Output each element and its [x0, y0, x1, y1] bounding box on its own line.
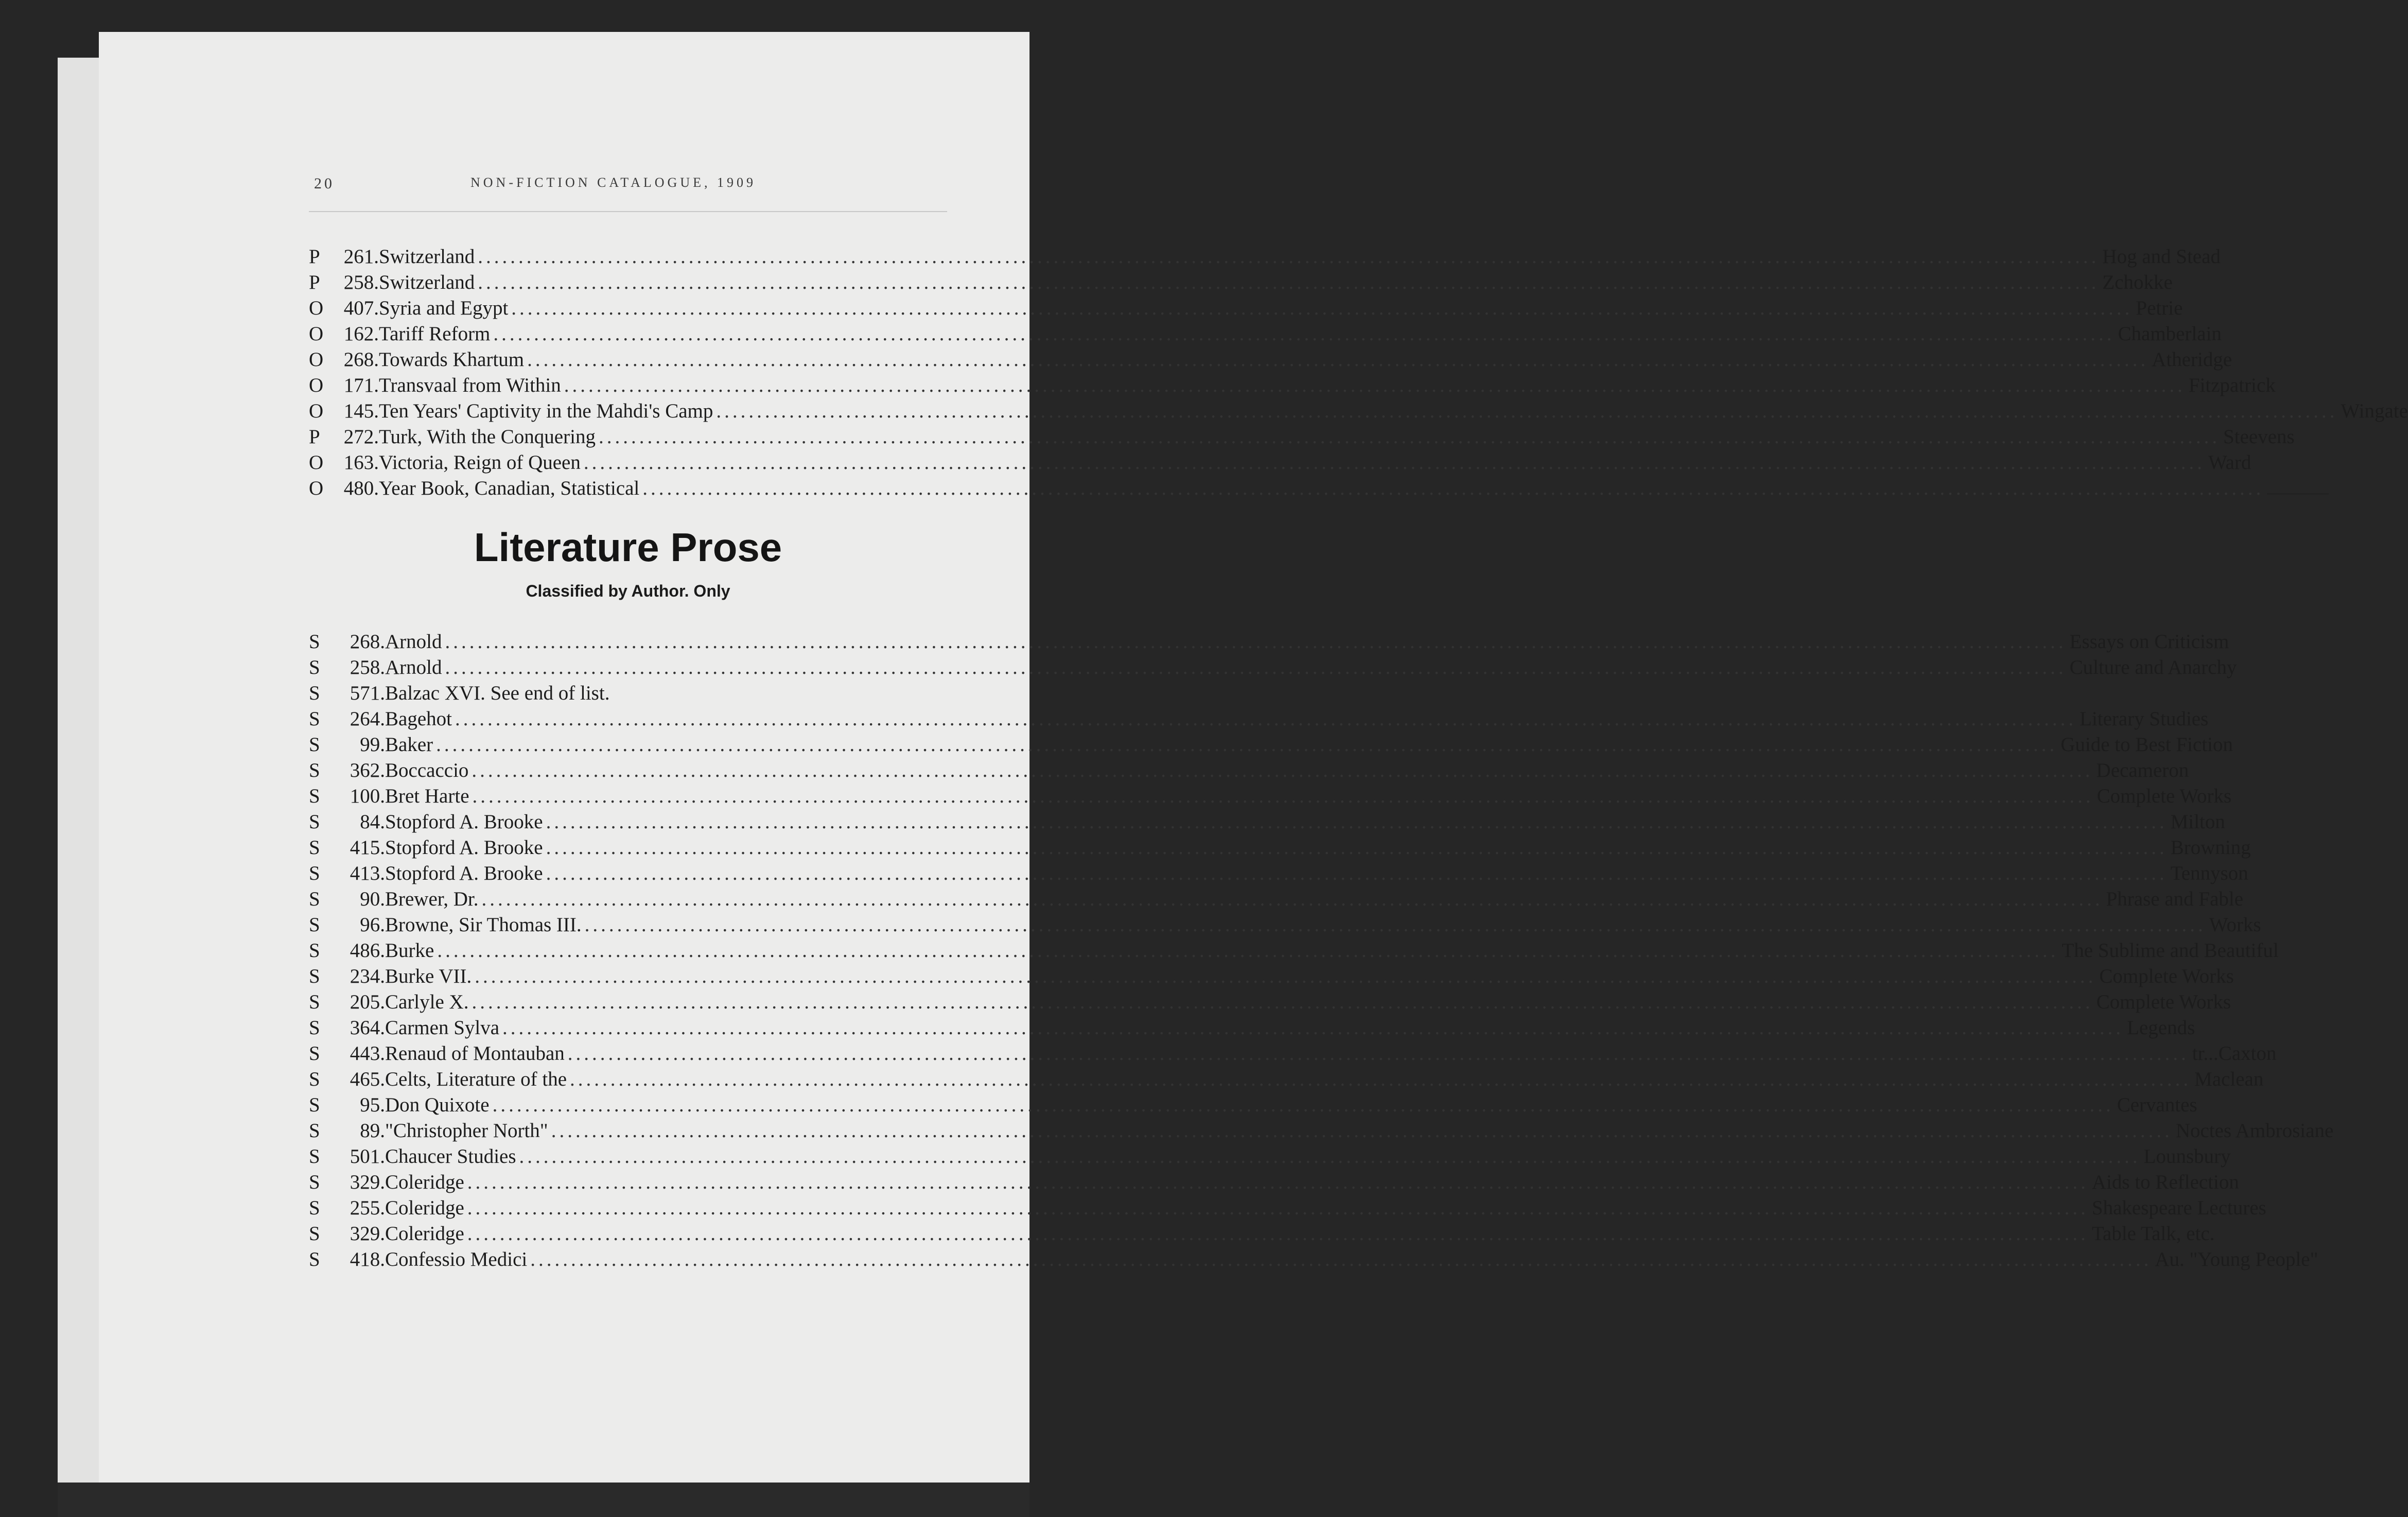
entry-text	[385, 886, 2243, 912]
entry-code: S	[309, 965, 320, 987]
entry-title: Coleridge	[385, 1197, 464, 1219]
entry-title: Year Book, Canadian, Statistical	[379, 477, 640, 499]
entry-text	[379, 450, 2252, 476]
entry-text	[385, 989, 2231, 1015]
catalogue-entry	[309, 835, 2251, 861]
dot-leader: ........................................................................................................................................................................................................	[584, 914, 2206, 936]
entry-author: Culture and Anarchy	[2069, 656, 2237, 678]
entry-code: O	[309, 374, 324, 396]
entry-code: O	[309, 477, 324, 499]
entry-code: O	[309, 297, 324, 319]
dot-leader: ........................................................................................................................................................................................................	[551, 1120, 2173, 1142]
catalogue-entry	[309, 476, 2264, 501]
entry-author: Ward	[2208, 451, 2252, 474]
entry-title: Switzerland	[379, 246, 475, 268]
catalogue-entry	[309, 706, 2209, 732]
section-title: Literature Prose	[474, 525, 782, 570]
entry-text	[385, 732, 2233, 758]
dot-leader: ........................................................................................................................................................................................................	[478, 246, 2100, 268]
entry-text	[379, 295, 2183, 321]
entry-text	[385, 964, 2234, 989]
entry-text	[379, 373, 2276, 398]
entry-number: 480.	[343, 477, 379, 499]
entry-number: 413.	[350, 862, 385, 884]
entry-number: 362.	[350, 759, 385, 781]
entry-title: Tariff Reform	[379, 323, 491, 345]
catalogue-list-top	[309, 244, 2408, 501]
entry-title: "Christopher North"	[385, 1120, 548, 1142]
entry-number: 84.	[360, 811, 385, 833]
catalogue-entry	[309, 244, 2221, 270]
entry-title: Syria and Egypt	[379, 297, 509, 319]
entry-title: Bagehot	[385, 708, 452, 730]
section-subtitle: Classified by Author. Only	[526, 582, 730, 600]
entry-text	[379, 476, 2264, 501]
entry-number: 329.	[350, 1223, 385, 1245]
entry-author: Decameron	[2096, 759, 2189, 781]
entry-number: 95.	[360, 1094, 385, 1116]
entry-code: S	[309, 1120, 320, 1142]
catalogue-entry	[309, 1144, 2231, 1170]
catalogue-entry	[309, 373, 2276, 398]
entry-author: Literary Studies	[2079, 708, 2209, 730]
entry-text	[385, 1092, 2197, 1118]
entry-number: 329.	[350, 1171, 385, 1193]
entry-text	[379, 244, 2221, 270]
entry-code: S	[309, 991, 320, 1013]
entry-title: Transvaal from Within	[379, 374, 561, 396]
entry-title: Ten Years' Captivity in the Mahdi's Camp	[379, 400, 713, 422]
entry-text	[385, 681, 947, 706]
dot-leader: ........................................................................................................................................................................................................	[598, 426, 2220, 448]
catalogue-entry	[309, 321, 2222, 347]
catalogue-entry	[309, 861, 2248, 886]
entry-author: Essays on Criticism	[2069, 631, 2229, 653]
catalogue-entry	[309, 1221, 2215, 1247]
entry-number: 258.	[350, 656, 385, 678]
entry-author: Legends	[2127, 1017, 2195, 1039]
entry-title: Renaud of Montauban	[385, 1042, 565, 1065]
entry-code: S	[309, 1094, 320, 1116]
entry-text	[385, 783, 2232, 809]
entry-text	[385, 1247, 2318, 1272]
entry-text	[385, 629, 2229, 655]
entry-text	[385, 1221, 2215, 1247]
catalogue-entry	[309, 809, 2225, 835]
entry-number: 258.	[343, 271, 379, 293]
dot-leader: ........................................................................................................................................................................................................	[445, 656, 2067, 678]
entry-code: O	[309, 323, 324, 345]
entry-title: Burke VII.	[385, 965, 472, 987]
dot-leader: ........................................................................................................................................................................................................	[492, 1094, 2114, 1116]
entry-title: Boccaccio	[385, 759, 469, 781]
catalogue-entry	[309, 424, 2295, 450]
entry-text	[379, 321, 2222, 347]
catalogue-entry	[309, 758, 2189, 783]
catalogue-entry	[309, 1170, 2239, 1195]
entry-title: Chaucer Studies	[385, 1145, 516, 1167]
entry-number: 418.	[350, 1248, 385, 1270]
dot-leader: ........................................................................................................................................................................................................	[502, 1017, 2124, 1039]
entry-text	[385, 1195, 2266, 1221]
entry-code: P	[309, 271, 320, 293]
entry-text	[385, 706, 2209, 732]
entry-number: 171.	[343, 374, 379, 396]
entry-number: 99.	[360, 734, 385, 756]
dot-leader: ........................................................................................................................................................................................................	[481, 888, 2103, 910]
dot-leader: ........................................................................................................................................................................................................	[642, 477, 2264, 499]
entry-author: Atheridge	[2152, 348, 2232, 371]
entry-code: S	[309, 836, 320, 859]
entry-code: S	[309, 1223, 320, 1245]
entry-number: 163.	[343, 451, 379, 474]
entry-number: 255.	[350, 1197, 385, 1219]
dot-leader: ........................................................................................................................................................................................................	[546, 811, 2168, 833]
entry-code: O	[309, 348, 324, 371]
dot-leader: ........................................................................................................................................................................................................	[475, 965, 2097, 987]
entry-title: Confessio Medici	[385, 1248, 528, 1270]
entry-code: S	[309, 1145, 320, 1167]
catalogue-entry	[309, 681, 947, 706]
entry-text	[385, 1067, 2264, 1092]
dot-leader: ........................................................................................................................................................................................................	[467, 1223, 2089, 1245]
entry-author: Wingate	[2341, 400, 2408, 422]
entry-author: Guide to Best Fiction	[2061, 734, 2233, 756]
entry-author: Cervantes	[2117, 1094, 2197, 1116]
entry-number: 145.	[343, 400, 379, 422]
catalogue-entry	[309, 1041, 2277, 1067]
entry-text	[385, 1041, 2277, 1067]
entry-number: 415.	[350, 836, 385, 859]
dot-leader: ........................................................................................................................................................................................................	[467, 1171, 2089, 1193]
entry-title: Arnold	[385, 631, 442, 653]
entry-text	[379, 347, 2232, 373]
entry-number: 268.	[350, 631, 385, 653]
catalogue-entry	[309, 450, 2252, 476]
entry-author: Chamberlain	[2118, 323, 2222, 345]
entry-text	[385, 835, 2251, 861]
entry-author: Lounsbury	[2143, 1145, 2231, 1167]
entry-title: Stopford A. Brooke	[385, 836, 543, 859]
dot-leader: ........................................................................................................................................................................................................	[564, 374, 2186, 396]
catalogue-entry	[309, 270, 2173, 295]
entry-number: 205.	[350, 991, 385, 1013]
entry-author: Works	[2209, 914, 2261, 936]
entry-title: Don Quixote	[385, 1094, 490, 1116]
entry-text	[385, 1170, 2239, 1195]
entry-number: 407.	[343, 297, 379, 319]
entry-text	[379, 424, 2295, 450]
dot-leader: ........................................................................................................................................................................................................	[570, 1068, 2192, 1090]
entry-author: Hog and Stead	[2102, 246, 2221, 268]
entry-code: S	[309, 811, 320, 833]
entry-code: S	[309, 1248, 320, 1270]
entry-code: S	[309, 1017, 320, 1039]
entry-number: 364.	[350, 1017, 385, 1039]
dot-leader: ........................................................................................................................................................................................................	[467, 1197, 2089, 1219]
entry-title: Browne, Sir Thomas III.	[385, 914, 582, 936]
header-rule	[309, 211, 947, 212]
entry-title: Carmen Sylva	[385, 1017, 500, 1039]
dot-leader: ........................................................................................................................................................................................................	[546, 862, 2168, 884]
entry-author: Petrie	[2136, 297, 2183, 319]
catalogue-entry	[309, 964, 2234, 989]
entry-code: S	[309, 888, 320, 910]
entry-code: S	[309, 914, 320, 936]
entry-title: Towards Khartum	[379, 348, 525, 371]
entry-author: Fitzpatrick	[2188, 374, 2276, 396]
dot-leader: ........................................................................................................................................................................................................	[493, 323, 2115, 345]
entry-author: Aids to Reflection	[2091, 1171, 2239, 1193]
catalogue-entry	[309, 1015, 2195, 1041]
dot-leader: ........................................................................................................................................................................................................	[716, 400, 2338, 422]
entry-code: P	[309, 246, 320, 268]
catalogue-entry	[309, 655, 2237, 681]
entry-title: Burke	[385, 939, 434, 962]
entry-code: S	[309, 862, 320, 884]
catalogue-entry	[309, 295, 2183, 321]
catalogue-entry	[309, 398, 2408, 424]
entry-text	[385, 758, 2189, 783]
dot-leader: ........................................................................................................................................................................................................	[445, 631, 2067, 653]
catalogue-entry	[309, 989, 2231, 1015]
entry-title: Switzerland	[379, 271, 475, 293]
catalogue-entry	[309, 1067, 2264, 1092]
entry-code: S	[309, 785, 320, 807]
dot-leader: ........................................................................................................................................................................................................	[519, 1145, 2141, 1167]
entry-author: Au. "Young People"	[2155, 1248, 2318, 1270]
entry-title: Victoria, Reign of Queen	[379, 451, 581, 474]
entry-text	[385, 1118, 2334, 1144]
entry-text	[385, 655, 2237, 681]
entry-number: 261.	[343, 246, 379, 268]
entry-title: Stopford A. Brooke	[385, 862, 543, 884]
entry-code: S	[309, 1171, 320, 1193]
catalogue-entry	[309, 629, 2229, 655]
dot-leader: ........................................................................................................................................................................................................	[527, 348, 2149, 371]
entry-number: 100.	[350, 785, 385, 807]
entry-title: Brewer, Dr.	[385, 888, 479, 910]
entry-author: Tennyson	[2170, 862, 2248, 884]
catalogue-entry	[309, 938, 2279, 964]
dot-leader: ........................................................................................................................................................................................................	[472, 759, 2093, 781]
catalogue-entry	[309, 1092, 2197, 1118]
entry-author: Complete Works	[2097, 785, 2232, 807]
catalogue-entry	[309, 1247, 2318, 1272]
entry-title: Coleridge	[385, 1223, 464, 1245]
page-edge	[58, 58, 104, 1489]
dot-leader: ........................................................................................................................................................................................................	[530, 1248, 2152, 1270]
entry-author: tr...Caxton	[2192, 1042, 2277, 1065]
dot-leader: ........................................................................................................................................................................................................	[472, 785, 2094, 807]
entry-author: Table Talk, etc.	[2091, 1223, 2215, 1245]
entry-title: Coleridge	[385, 1171, 464, 1193]
catalogue-entry	[309, 783, 2232, 809]
entry-number: 90.	[360, 888, 385, 910]
entry-title: Arnold	[385, 656, 442, 678]
entry-title: Celts, Literature of the	[385, 1068, 567, 1090]
dot-leader: ........................................................................................................................................................................................................	[478, 271, 2100, 293]
entry-code: O	[309, 451, 324, 474]
catalogue-entry	[309, 1118, 2334, 1144]
entry-code: S	[309, 1042, 320, 1065]
catalogue-entry	[309, 912, 2261, 938]
entry-author: Noctes Ambrosiane	[2175, 1120, 2334, 1142]
entry-code: S	[309, 631, 320, 653]
catalogue-entry	[309, 732, 2233, 758]
entry-author: Zchokke	[2102, 271, 2173, 293]
entry-code: S	[309, 939, 320, 962]
entry-code: S	[309, 1197, 320, 1219]
entry-author: Browning	[2170, 836, 2251, 859]
entry-code: P	[309, 426, 320, 448]
entry-code: S	[309, 656, 320, 678]
entry-title: Stopford A. Brooke	[385, 811, 543, 833]
entry-author: Complete Works	[2096, 991, 2231, 1013]
entry-number: 268.	[343, 348, 379, 371]
entry-number: 501.	[350, 1145, 385, 1167]
entry-code: S	[309, 682, 320, 704]
entry-title: Baker	[385, 734, 433, 756]
entry-number: 486.	[350, 939, 385, 962]
entry-number: 162.	[343, 323, 379, 345]
dot-leader: ........................................................................................................................................................................................................	[455, 708, 2077, 730]
entry-number: 264.	[350, 708, 385, 730]
dot-leader: ........................................................................................................................................................................................................	[472, 991, 2093, 1013]
entry-text	[379, 398, 2408, 424]
dot-leader: ........................................................................................................................................................................................................	[437, 939, 2059, 962]
entry-title: Turk, With the Conquering	[379, 426, 596, 448]
entry-text	[385, 938, 2279, 964]
entry-code: S	[309, 734, 320, 756]
entry-number: 234.	[350, 965, 385, 987]
entry-author: Steevens	[2223, 426, 2295, 448]
ditto-dash	[2267, 493, 2329, 495]
entry-title: Carlyle X.	[385, 991, 469, 1013]
catalogue-entry	[309, 1195, 2266, 1221]
page-header	[314, 175, 963, 201]
entry-text	[385, 1015, 2195, 1041]
entry-text	[385, 912, 2261, 938]
entry-title: Bret Harte	[385, 785, 469, 807]
entry-number: 272.	[343, 426, 379, 448]
catalogue-entry	[309, 347, 2232, 373]
entry-code: S	[309, 708, 320, 730]
dot-leader: ........................................................................................................................................................................................................	[436, 734, 2058, 756]
entry-author: Maclean	[2194, 1068, 2264, 1090]
entry-author: Milton	[2170, 811, 2225, 833]
running-title: NON-FICTION CATALOGUE, 1909	[470, 175, 756, 190]
entry-code: S	[309, 759, 320, 781]
catalogue-list-literature	[309, 629, 2334, 1272]
dot-leader: ........................................................................................................................................................................................................	[546, 836, 2168, 859]
entry-author: Shakespeare Lectures	[2091, 1197, 2266, 1219]
dot-leader: ........................................................................................................................................................................................................	[511, 297, 2133, 319]
entry-author: The Sublime and Beautiful	[2062, 939, 2279, 962]
entry-text	[385, 809, 2225, 835]
entry-title: Balzac XVI. See end of list.	[385, 682, 610, 704]
scan-border	[58, 1483, 1029, 1517]
catalogue-entry	[309, 886, 2243, 912]
entry-number: 571.	[350, 682, 385, 704]
entry-number: 443.	[350, 1042, 385, 1065]
entry-code: O	[309, 400, 324, 422]
entry-number: 89.	[360, 1120, 385, 1142]
entry-number: 465.	[350, 1068, 385, 1090]
page-number: 20	[314, 175, 335, 192]
dot-leader: ........................................................................................................................................................................................................	[567, 1042, 2189, 1065]
entry-author: Phrase and Fable	[2106, 888, 2243, 910]
entry-number: 96.	[360, 914, 385, 936]
dot-leader: ........................................................................................................................................................................................................	[583, 451, 2205, 474]
entry-code: S	[309, 1068, 320, 1090]
entry-author: Complete Works	[2099, 965, 2234, 987]
entry-text	[385, 1144, 2231, 1170]
entry-text	[385, 861, 2248, 886]
entry-text	[379, 270, 2173, 295]
